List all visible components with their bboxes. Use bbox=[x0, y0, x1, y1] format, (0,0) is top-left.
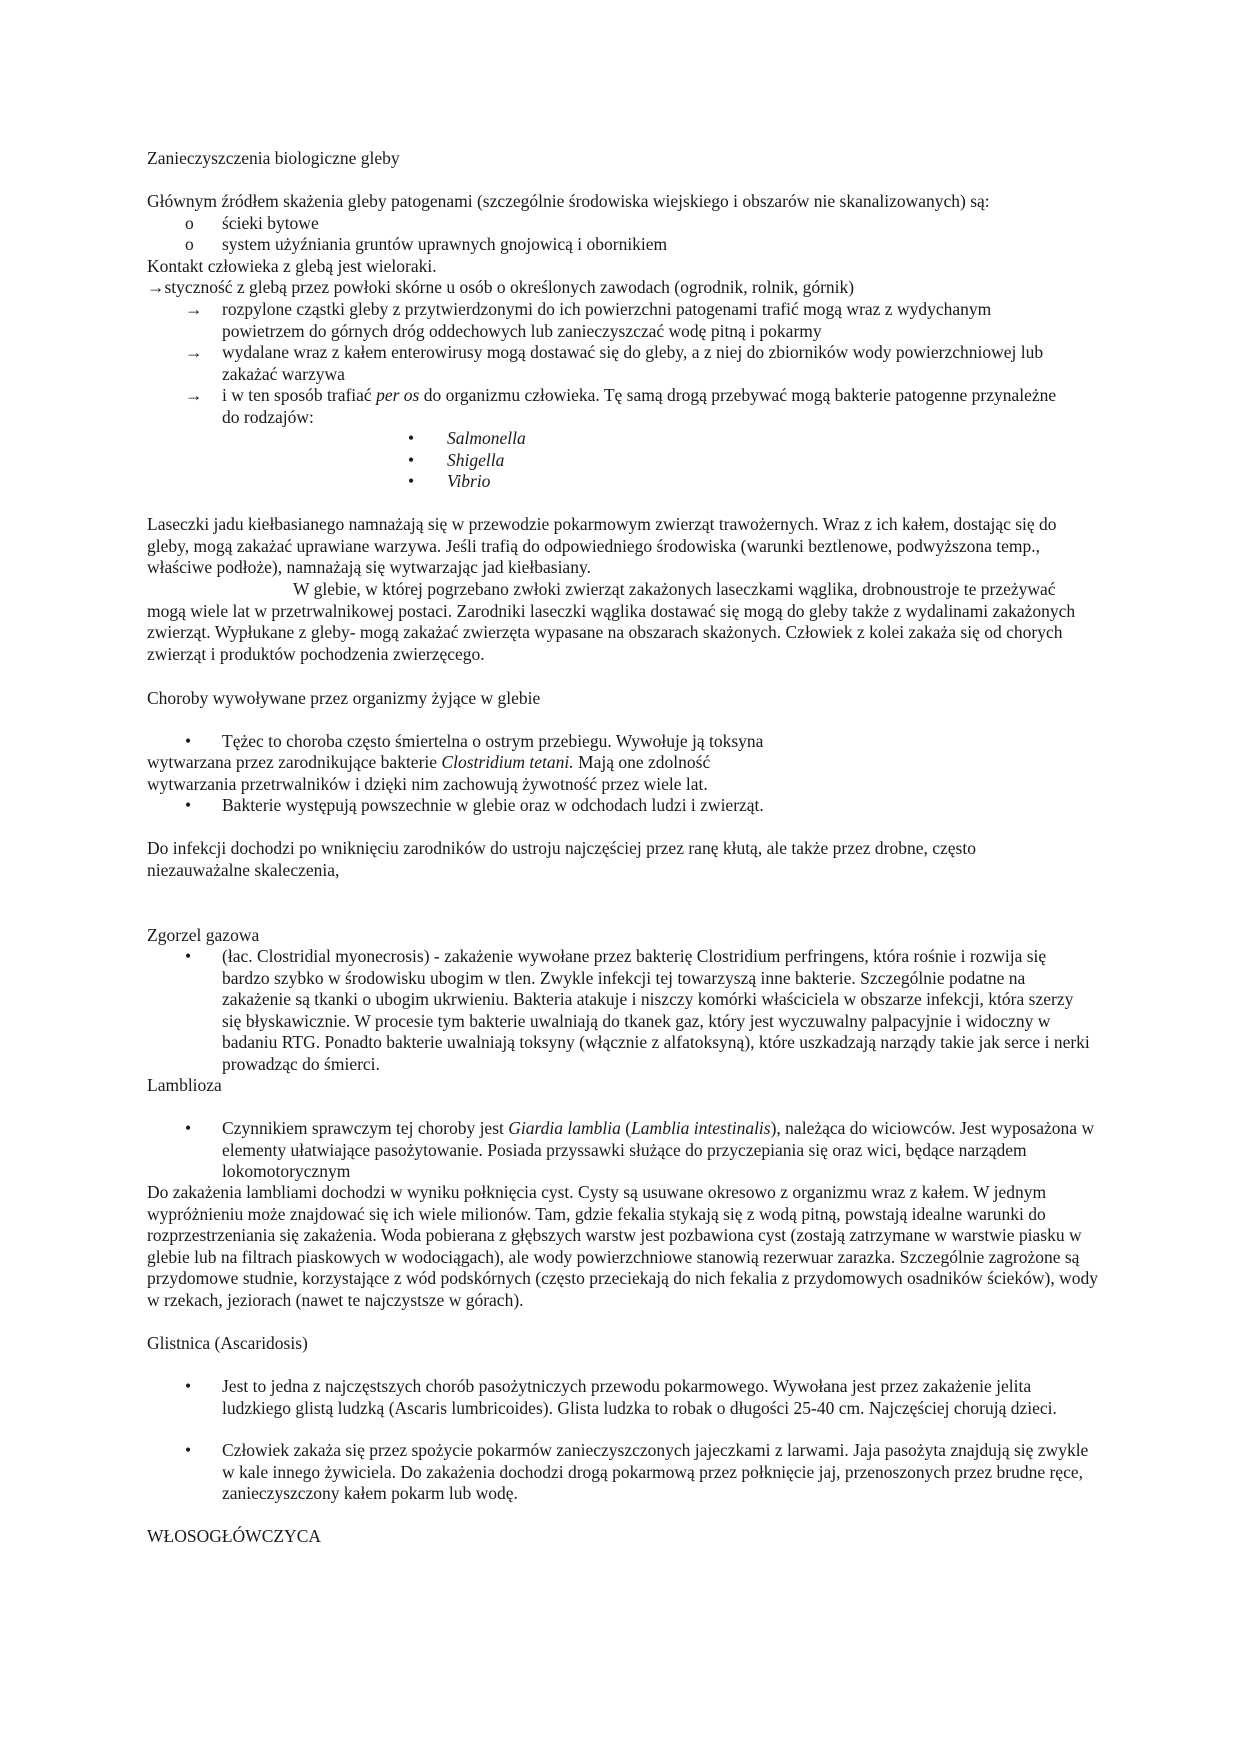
contact-text-2: →styczność z glebą przez powłoki skórne u osób o określonych zawodach (ogrodnik, rolnik, górnik) bbox=[147, 277, 855, 297]
intro-text: Głównym źródłem skażenia gleby patogenami (szczególnie środowiska wiejskiego i obszarów nie skanalizowanych) są: bbox=[147, 191, 990, 211]
bullet-item-text: Tężec to choroba często śmiertelna o ostrym przebiegu. Wywołuje ją toksyna bbox=[222, 731, 764, 751]
arrow-icon: → bbox=[185, 385, 203, 405]
genus-name: Shigella bbox=[447, 450, 505, 470]
arrow-icon: → bbox=[185, 299, 203, 319]
arrow-icon: → bbox=[185, 342, 203, 362]
genus-name: Vibrio bbox=[447, 471, 491, 491]
bullet-icon: • bbox=[185, 1376, 192, 1396]
text-run-italic: per os bbox=[376, 385, 420, 405]
section-heading: Glistnica (Ascaridosis) bbox=[147, 1333, 308, 1353]
contact-text: Kontakt człowieka z glebą jest wieloraki. bbox=[147, 256, 437, 276]
text-run-italic: Clostridium tetani. bbox=[441, 752, 574, 772]
text-run: Mają one zdolność bbox=[573, 752, 711, 772]
text-run: Czynnikiem sprawczym tej choroby jest bbox=[222, 1118, 509, 1138]
paragraph-botulism: Laseczki jadu kiełbasianego namnażają się w przewodzie pokarmowym zwierząt trawożernych. Wraz z ich kałem, dostając się do gleby, mogą zakażać uprawiane warzywa. Jeśli trafią do odpowiedniego środowiska (warunki beztlenowe, podwyższona temp., właściwe podłoże), namnażają się wytwarzając jad kiełbasiany. bbox=[147, 514, 1057, 577]
list-item-text: ścieki bytowe bbox=[222, 213, 319, 233]
text-line: wytwarzania przetrwalników i dzięki nim zachowują żywotność przez wiele lat. bbox=[147, 774, 708, 794]
bullet-icon: • bbox=[185, 1118, 192, 1138]
list-marker: o bbox=[185, 234, 194, 254]
genus-name: Salmonella bbox=[447, 428, 526, 448]
bullet-icon: • bbox=[408, 471, 415, 491]
text-run: i w ten sposób trafiać bbox=[222, 385, 377, 405]
paragraph-infection: Do infekcji dochodzi po wniknięciu zarodników do ustroju najczęściej przez ranę kłutą, ale także przez drobne, często niezauważalne skaleczenia, bbox=[147, 838, 976, 880]
paragraph-giardia: Do zakażenia lambliami dochodzi w wyniku połknięcia cyst. Cysty są usuwane okresowo z organizmu wraz z kałem. W jednym wypróżnieniu może znajdować się ich wiele milionów. Tam, gdzie fekalia stykają się z wodą pitną, powstają idealne warunki do rozprzestrzeniania się zakażenia. Woda pobierana z głębszych warstw jest pozbawiona cyst (zostają zatrzymane w warstwie piasku w glebie lub na filtrach piaskowych w wodociągach), ale wody powierzchniowe stanowią rezerwuar zarazka. Szczególnie zagrożone są przydomowe studnie, korzystające z wód podskórnych (często przeciekają do nich fekalia z przydomowych osadników ścieków), wody w rzekach, jeziorach (nawet te najczystsze w górach). bbox=[147, 1182, 1099, 1310]
arrow-item-text: rozpylone cząstki gleby z przytwierdzonymi do ich powierzchni patogenami trafić mogą wraz z wydychanym powietrzem do górnych dróg oddechowych lub zanieczyszczać wodę pitną i pokarmy bbox=[222, 299, 992, 341]
section-heading: Lamblioza bbox=[147, 1075, 222, 1095]
bullet-item-text: Bakterie występują powszechnie w glebie oraz w odchodach ludzi i zwierząt. bbox=[222, 795, 764, 815]
bullet-item-text: Jest to jedna z najczęstszych chorób pasożytniczych przewodu pokarmowego. Wywołana jest przez zakażenie jelita ludzkiego glistą ludzką (Ascaris lumbricoides). Glista ludzka to robak o długości 25-40 cm. Najczęściej chorują dzieci. bbox=[222, 1376, 1057, 1418]
section-heading: Choroby wywoływane przez organizmy żyjące w glebie bbox=[147, 688, 541, 708]
section-heading: Zgorzel gazowa bbox=[147, 925, 260, 945]
bullet-icon: • bbox=[185, 731, 192, 751]
page-title: Zanieczyszczenia biologiczne gleby bbox=[147, 148, 400, 168]
list-marker: o bbox=[185, 213, 194, 233]
text-run: do organizmu człowieka. Tę samą drogą przebywać mogą bakterie patogenne przynależne do rodzajów: bbox=[222, 385, 1057, 427]
paragraph-anthrax: W glebie, w której pogrzebano zwłoki zwierząt zakażonych laseczkami wąglika, drobnoustroje te przeżywać mogą wiele lat w przetrwalnikowej postaci. Zarodniki laseczki wąglika dostawać się mogą do gleby także z wydalinami zakażonych zwierząt. Wypłukane z gleby- mogą zakażać zwierzęta wypasane na obszarach skażonych. Człowiek z kolei zakaża się od chorych zwierząt i produktów pochodzenia zwierzęcego. bbox=[147, 579, 1076, 664]
bullet-icon: • bbox=[185, 946, 192, 966]
text-run: ( bbox=[620, 1118, 632, 1138]
text-run-italic: Giardia lamblia bbox=[508, 1118, 621, 1138]
text-run-italic: Lamblia intestinalis bbox=[631, 1118, 771, 1138]
text-line bbox=[147, 752, 1107, 774]
text-run: ), należąca do wiciowców. Jest wyposażona w elementy ułatwiające pasożytowanie. Posiada przyssawki służące do przyczepiania się oraz wici, będące narządem lokomotorycznym bbox=[222, 1118, 1095, 1181]
list-item-text: system użyźniania gruntów uprawnych gnojowicą i obornikiem bbox=[222, 234, 668, 254]
bullet-item-text: Człowiek zakaża się przez spożycie pokarmów zanieczyszczonych jajeczkami z larwami. Jaja pasożyta znajdują się zwykle w kale innego żywiciela. Do zakażenia dochodzi drogą pokarmową przez połknięcie jaj, przenoszonych przez brudne ręce, zanieczyszczony kałem pokarm lub wodę. bbox=[222, 1440, 1089, 1503]
bullet-item-text: (łac. Clostridial myonecrosis) - zakażenie wywołane przez bakterię Clostridium perfringens, która rośnie i rozwija się bardzo szybko w środowisku ubogim w tlen. Zwykle infekcji tej towarzyszą inne bakterie. Szczególnie podatne na zakażenie są tkanki o ubogim ukrwieniu. Bakteria atakuje i niszczy komórki właściciela w obszarze infekcji, która szerzy się błyskawicznie. W procesie tym bakterie uwalniają do tkanek gaz, który jest wyczuwalny palpacyjnie i widoczny w badaniu RTG. Ponadto bakterie uwalniają toksyny (włącznie z alfatoksyną), które uszkadzają narządy takie jak serce i nerki prowadząc do śmierci. bbox=[222, 946, 1090, 1074]
bullet-icon: • bbox=[185, 1440, 192, 1460]
arrow-item-text: wydalane wraz z kałem enterowirusy mogą dostawać się do gleby, a z niej do zbiorników wody powierzchniowej lub zakażać warzywa bbox=[222, 342, 1044, 384]
section-heading: WŁOSOGŁÓWCZYCA bbox=[147, 1526, 322, 1546]
bullet-item-text bbox=[222, 1118, 1102, 1183]
bullet-icon: • bbox=[408, 428, 415, 448]
text-run: wytwarzana przez zarodnikujące bakterie bbox=[147, 752, 442, 772]
bullet-icon: • bbox=[185, 795, 192, 815]
bullet-icon: • bbox=[408, 450, 415, 470]
arrow-item-text bbox=[222, 385, 1062, 428]
